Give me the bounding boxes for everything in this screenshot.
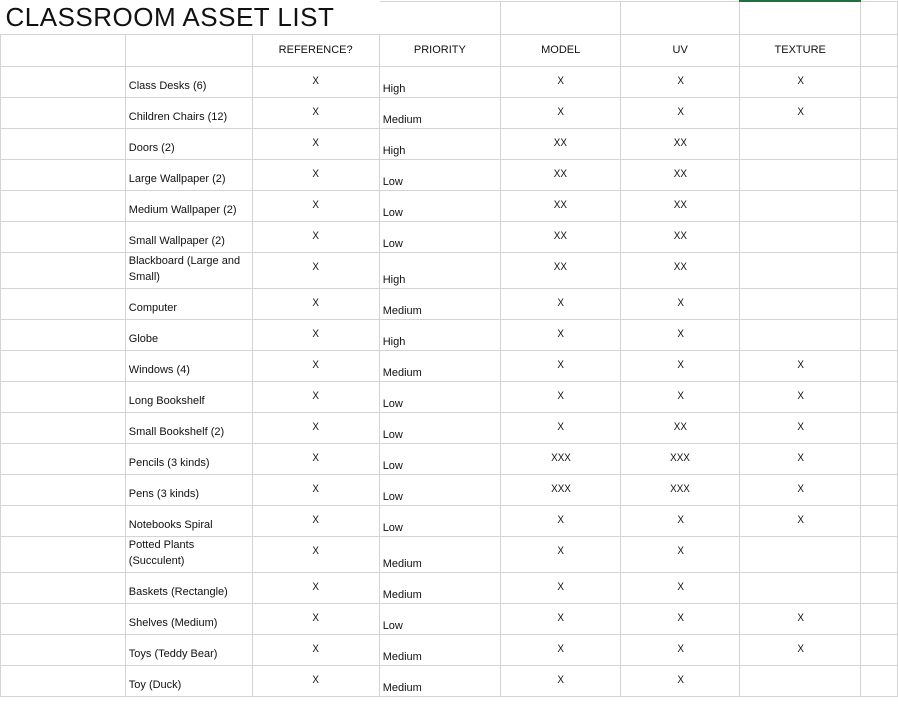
row-blank-cell[interactable] [1, 572, 126, 603]
texture-value: X [796, 611, 804, 624]
uv-cell[interactable] [621, 288, 740, 319]
row-blank-cell[interactable] [1, 474, 126, 505]
cell[interactable] [861, 319, 898, 350]
model-value: XX [554, 198, 568, 211]
priority-cell[interactable]: Low [379, 603, 500, 634]
item-name-cell[interactable]: Small Wallpaper (2) [125, 221, 252, 252]
table-row [1, 97, 898, 128]
uv-value: X [676, 105, 684, 118]
uv-cell[interactable] [621, 474, 740, 505]
header-row [1, 34, 898, 66]
model-cell[interactable] [501, 665, 621, 696]
texture-cell[interactable] [740, 474, 861, 505]
texture-cell[interactable] [740, 190, 861, 221]
cell[interactable] [861, 665, 898, 696]
cell[interactable] [861, 350, 898, 381]
reference-cell[interactable] [252, 603, 379, 634]
cell[interactable] [861, 252, 898, 288]
texture-value: X [796, 389, 804, 402]
reference-value: X [312, 296, 319, 309]
reference-value: X [312, 611, 319, 624]
uv-value: X [676, 673, 684, 686]
reference-value: X [312, 389, 319, 402]
header-model[interactable]: MODEL [501, 34, 621, 66]
item-name-cell[interactable]: Pencils (3 kinds) [125, 443, 252, 474]
model-value: XXX [550, 451, 571, 464]
uv-cell[interactable] [621, 536, 740, 572]
priority-cell[interactable]: Low [379, 412, 500, 443]
uv-value: X [676, 642, 684, 655]
texture-value: X [796, 642, 804, 655]
row-blank-cell[interactable] [1, 536, 126, 572]
cell[interactable] [861, 159, 898, 190]
table-row [1, 159, 898, 190]
model-value: X [557, 358, 564, 371]
item-name-cell[interactable]: Long Bookshelf [125, 381, 252, 412]
cell[interactable] [379, 1, 500, 34]
reference-value: X [312, 198, 319, 211]
reference-cell[interactable] [252, 505, 379, 536]
reference-cell[interactable] [252, 319, 379, 350]
item-name-cell[interactable]: Medium Wallpaper (2) [125, 190, 252, 221]
row-blank-cell[interactable] [1, 505, 126, 536]
model-value: X [557, 580, 564, 593]
sheet-title[interactable]: CLASSROOM ASSET LIST [1, 1, 380, 34]
cell[interactable] [861, 128, 898, 159]
header-texture[interactable]: TEXTURE [740, 34, 861, 66]
texture-cell[interactable] [740, 97, 861, 128]
reference-cell[interactable] [252, 221, 379, 252]
reference-value: X [312, 358, 319, 371]
table-row [1, 603, 898, 634]
item-name-cell[interactable]: Globe [125, 319, 252, 350]
cell[interactable] [861, 412, 898, 443]
table-row [1, 190, 898, 221]
reference-cell[interactable] [252, 665, 379, 696]
texture-cell[interactable] [740, 412, 861, 443]
row-blank-cell[interactable] [1, 66, 126, 97]
item-name-cell[interactable]: Blackboard (Large and Small) [125, 252, 252, 288]
reference-value: X [312, 580, 319, 593]
cell[interactable] [861, 603, 898, 634]
reference-cell[interactable] [252, 350, 379, 381]
reference-value: X [312, 74, 319, 87]
uv-value: X [676, 513, 684, 526]
model-value: XXX [550, 482, 571, 495]
uv-value: XX [673, 260, 687, 273]
uv-value: X [676, 327, 684, 340]
model-cell[interactable] [501, 381, 621, 412]
uv-cell[interactable] [621, 634, 740, 665]
model-value: X [557, 544, 564, 557]
texture-cell[interactable] [740, 443, 861, 474]
model-cell[interactable] [501, 443, 621, 474]
reference-value: X [312, 642, 319, 655]
model-cell[interactable] [501, 505, 621, 536]
priority-cell[interactable]: Medium [379, 572, 500, 603]
priority-cell[interactable]: High [379, 128, 500, 159]
reference-value: X [312, 513, 319, 526]
uv-cell[interactable] [621, 252, 740, 288]
texture-cell[interactable] [740, 536, 861, 572]
table-row [1, 66, 898, 97]
reference-value: X [312, 105, 319, 118]
texture-value: X [796, 482, 804, 495]
model-cell[interactable] [501, 159, 621, 190]
uv-cell[interactable] [621, 412, 740, 443]
cell[interactable] [861, 1, 898, 34]
uv-value: XX [673, 229, 687, 242]
model-value: X [557, 74, 564, 87]
cell[interactable] [861, 34, 898, 66]
model-cell[interactable] [501, 66, 621, 97]
uv-value: X [676, 580, 684, 593]
model-value: X [557, 296, 564, 309]
model-cell[interactable] [501, 221, 621, 252]
model-value: X [557, 611, 564, 624]
cell[interactable] [861, 572, 898, 603]
model-value: XX [554, 260, 568, 273]
reference-value: X [312, 229, 319, 242]
item-name-cell[interactable]: Notebooks Spiral [125, 505, 252, 536]
model-cell[interactable] [501, 319, 621, 350]
item-name-cell[interactable]: Computer [125, 288, 252, 319]
texture-cell[interactable] [740, 572, 861, 603]
row-blank-cell[interactable] [1, 288, 126, 319]
model-value: X [557, 673, 564, 686]
header-uv[interactable]: UV [621, 34, 740, 66]
uv-cell[interactable] [621, 159, 740, 190]
row-blank-cell[interactable] [1, 159, 126, 190]
uv-value: X [676, 358, 684, 371]
uv-cell[interactable] [621, 350, 740, 381]
header-priority[interactable]: PRIORITY [379, 34, 500, 66]
model-value: X [557, 642, 564, 655]
cell[interactable] [861, 443, 898, 474]
uv-cell[interactable] [621, 603, 740, 634]
uv-value: X [676, 611, 684, 624]
uv-value: XXX [670, 482, 691, 495]
reference-cell[interactable] [252, 190, 379, 221]
table-row [1, 252, 898, 288]
texture-cell[interactable] [740, 603, 861, 634]
reference-cell[interactable] [252, 288, 379, 319]
priority-cell[interactable]: Medium [379, 350, 500, 381]
reference-value: X [312, 167, 319, 180]
model-value: X [557, 105, 564, 118]
item-name-cell[interactable]: Toys (Teddy Bear) [125, 634, 252, 665]
reference-cell[interactable] [252, 634, 379, 665]
texture-cell[interactable] [740, 128, 861, 159]
table-row [1, 443, 898, 474]
row-blank-cell[interactable] [1, 319, 126, 350]
texture-cell[interactable] [740, 252, 861, 288]
uv-value: XX [673, 136, 687, 149]
item-name-cell[interactable]: Shelves (Medium) [125, 603, 252, 634]
table-row [1, 665, 898, 696]
item-name-cell[interactable]: Pens (3 kinds) [125, 474, 252, 505]
cell[interactable] [501, 1, 621, 34]
priority-cell[interactable]: Medium [379, 288, 500, 319]
reference-cell[interactable] [252, 159, 379, 190]
model-value: XX [554, 136, 568, 149]
uv-value: XX [673, 420, 687, 433]
uv-cell[interactable] [621, 665, 740, 696]
texture-cell[interactable] [740, 319, 861, 350]
reference-value: X [312, 482, 319, 495]
model-cell[interactable] [501, 603, 621, 634]
model-cell[interactable] [501, 536, 621, 572]
item-name-cell[interactable]: Baskets (Rectangle) [125, 572, 252, 603]
texture-value: X [796, 358, 804, 371]
reference-cell[interactable] [252, 474, 379, 505]
model-cell[interactable] [501, 288, 621, 319]
row-blank-cell[interactable] [1, 221, 126, 252]
uv-cell[interactable] [621, 505, 740, 536]
model-cell[interactable] [501, 572, 621, 603]
item-name-cell[interactable]: Small Bookshelf (2) [125, 412, 252, 443]
table-row [1, 221, 898, 252]
cell[interactable] [861, 505, 898, 536]
item-name-cell[interactable]: Class Desks (6) [125, 66, 252, 97]
texture-cell[interactable] [740, 634, 861, 665]
priority-cell[interactable]: Medium [379, 634, 500, 665]
uv-cell[interactable] [621, 443, 740, 474]
row-blank-cell[interactable] [1, 665, 126, 696]
uv-cell[interactable] [621, 97, 740, 128]
uv-cell[interactable] [621, 572, 740, 603]
model-cell[interactable] [501, 190, 621, 221]
texture-value: X [796, 74, 804, 87]
cell[interactable] [1, 34, 126, 66]
uv-cell[interactable] [621, 190, 740, 221]
reference-value: X [312, 451, 319, 464]
texture-cell[interactable] [740, 159, 861, 190]
cell[interactable] [861, 634, 898, 665]
texture-value: X [796, 420, 804, 433]
texture-cell[interactable] [740, 381, 861, 412]
model-cell[interactable] [501, 252, 621, 288]
cell[interactable] [861, 221, 898, 252]
priority-cell[interactable]: Low [379, 474, 500, 505]
uv-value: XX [673, 167, 687, 180]
cell[interactable] [861, 66, 898, 97]
priority-cell[interactable]: Low [379, 443, 500, 474]
reference-cell[interactable] [252, 412, 379, 443]
texture-cell[interactable] [740, 66, 861, 97]
priority-cell[interactable]: Low [379, 505, 500, 536]
table-row [1, 536, 898, 572]
reference-cell[interactable] [252, 97, 379, 128]
table-row [1, 505, 898, 536]
model-value: X [557, 327, 564, 340]
priority-cell[interactable]: High [379, 252, 500, 288]
reference-value: X [312, 420, 319, 433]
priority-cell[interactable]: Medium [379, 97, 500, 128]
texture-cell[interactable] [740, 221, 861, 252]
row-blank-cell[interactable] [1, 97, 126, 128]
row-blank-cell[interactable] [1, 350, 126, 381]
cell[interactable] [861, 381, 898, 412]
reference-cell[interactable] [252, 572, 379, 603]
header-reference[interactable]: REFERENCE? [252, 34, 379, 66]
item-name-cell[interactable]: Windows (4) [125, 350, 252, 381]
cell[interactable] [861, 474, 898, 505]
table-row [1, 474, 898, 505]
reference-value: X [312, 327, 319, 340]
table-row [1, 319, 898, 350]
model-value: X [557, 513, 564, 526]
row-blank-cell[interactable] [1, 190, 126, 221]
reference-cell[interactable] [252, 128, 379, 159]
priority-cell[interactable]: Low [379, 159, 500, 190]
table-row [1, 412, 898, 443]
row-blank-cell[interactable] [1, 252, 126, 288]
table-row [1, 634, 898, 665]
cell[interactable] [861, 190, 898, 221]
table-row [1, 128, 898, 159]
model-cell[interactable] [501, 474, 621, 505]
model-value: XX [554, 167, 568, 180]
uv-value: X [676, 544, 684, 557]
uv-cell[interactable] [621, 319, 740, 350]
uv-cell[interactable] [621, 221, 740, 252]
cell[interactable] [861, 97, 898, 128]
reference-cell[interactable] [252, 66, 379, 97]
priority-cell[interactable]: Medium [379, 665, 500, 696]
selected-cell[interactable] [740, 1, 861, 34]
reference-cell[interactable] [252, 536, 379, 572]
cell[interactable] [861, 288, 898, 319]
uv-value: X [676, 296, 684, 309]
row-blank-cell[interactable] [1, 634, 126, 665]
uv-value: X [676, 74, 684, 87]
uv-value: XX [673, 198, 687, 211]
row-blank-cell[interactable] [1, 603, 126, 634]
uv-cell[interactable] [621, 66, 740, 97]
title-row [1, 1, 898, 34]
reference-value: X [312, 136, 319, 149]
row-blank-cell[interactable] [1, 443, 126, 474]
model-cell[interactable] [501, 350, 621, 381]
item-name-cell[interactable]: Large Wallpaper (2) [125, 159, 252, 190]
cell[interactable] [861, 536, 898, 572]
table-row [1, 381, 898, 412]
reference-value: X [312, 673, 319, 686]
uv-cell[interactable] [621, 128, 740, 159]
item-name-cell[interactable]: Children Chairs (12) [125, 97, 252, 128]
model-value: XX [554, 229, 568, 242]
cell[interactable] [621, 1, 740, 34]
reference-value: X [312, 544, 319, 557]
texture-value: X [796, 451, 804, 464]
reference-cell[interactable] [252, 252, 379, 288]
reference-value: X [312, 260, 319, 273]
model-value: X [557, 420, 564, 433]
uv-cell[interactable] [621, 381, 740, 412]
item-name-cell[interactable]: Potted Plants (Succulent) [125, 536, 252, 572]
row-blank-cell[interactable] [1, 381, 126, 412]
texture-cell[interactable] [740, 350, 861, 381]
model-value: X [557, 389, 564, 402]
uv-value: XXX [670, 451, 691, 464]
priority-cell[interactable]: Low [379, 381, 500, 412]
item-name-cell[interactable]: Toy (Duck) [125, 665, 252, 696]
priority-cell[interactable]: High [379, 66, 500, 97]
reference-cell[interactable] [252, 443, 379, 474]
row-blank-cell[interactable] [1, 412, 126, 443]
reference-cell[interactable] [252, 381, 379, 412]
table-row [1, 572, 898, 603]
model-cell[interactable] [501, 128, 621, 159]
table-row [1, 350, 898, 381]
uv-value: X [676, 389, 684, 402]
table-row [1, 288, 898, 319]
priority-cell[interactable]: Low [379, 190, 500, 221]
texture-cell[interactable] [740, 505, 861, 536]
texture-cell[interactable] [740, 288, 861, 319]
item-name-cell[interactable]: Doors (2) [125, 128, 252, 159]
texture-value: X [796, 513, 804, 526]
model-cell[interactable] [501, 412, 621, 443]
texture-value: X [796, 105, 804, 118]
model-cell[interactable] [501, 97, 621, 128]
cell[interactable] [125, 34, 252, 66]
model-cell[interactable] [501, 634, 621, 665]
priority-cell[interactable]: Low [379, 221, 500, 252]
priority-cell[interactable]: Medium [379, 536, 500, 572]
texture-cell[interactable] [740, 665, 861, 696]
priority-cell[interactable]: High [379, 319, 500, 350]
row-blank-cell[interactable] [1, 128, 126, 159]
